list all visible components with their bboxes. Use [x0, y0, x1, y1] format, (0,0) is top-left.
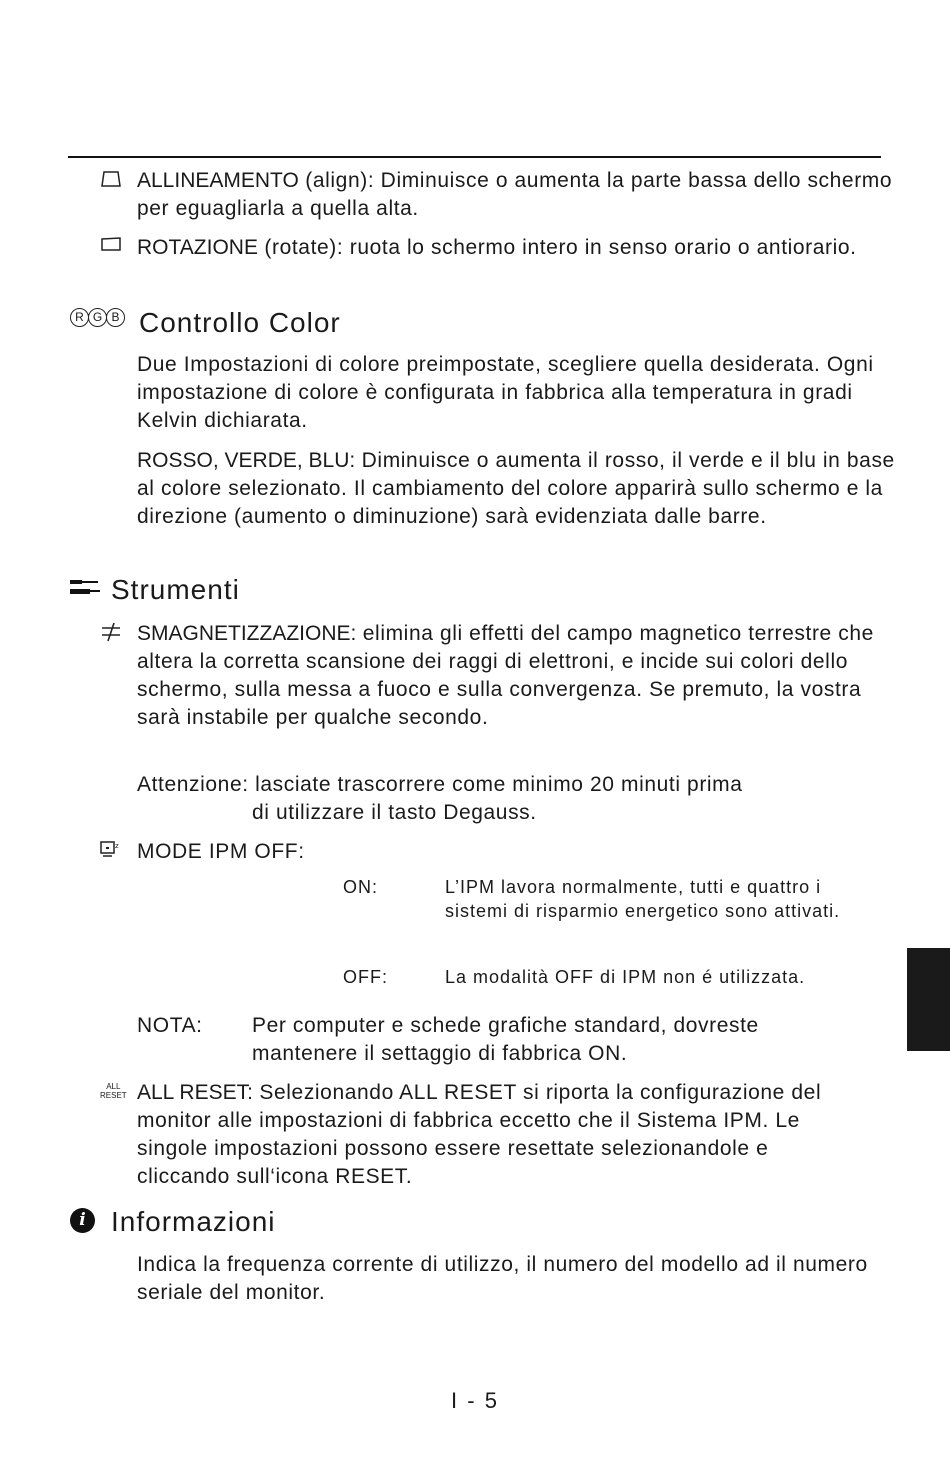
all-reset-icon-line2: RESET	[100, 1091, 127, 1100]
align-label: ALLINEAMENTO	[137, 169, 299, 192]
degauss-label: SMAGNETIZZAZIONE:	[137, 622, 357, 645]
ipm-off-text: La modalità OFF di IPM non é utilizzata.	[445, 967, 806, 987]
attention-text-1: lasciate trascorrere come minimo 20 minuti prima	[248, 773, 743, 796]
monitor-sleep-icon	[100, 839, 122, 861]
nota-text: Per computer e schede grafiche standard, dovreste mantenere il settaggio di fabbrica ON.	[252, 1014, 759, 1065]
degauss-icon	[100, 621, 122, 643]
ipm-label: MODE IPM OFF:	[137, 840, 305, 863]
page-number: I - 5	[451, 1388, 499, 1413]
tools-heading: Strumenti	[111, 574, 240, 605]
all-reset-label: ALL RESET:	[137, 1081, 253, 1104]
all-reset-text: Selezionando ALL RESET si riporta la configurazione del monitor alle impostazioni di fabbrica eccetto che il Sistema IPM. Le singole impostazioni possono essere resettate selezionandole e cliccando sull‘icona RESET.	[137, 1081, 822, 1188]
tools-icon	[70, 578, 100, 598]
all-reset-icon-line1: ALL	[106, 1082, 121, 1091]
section-tab-marker	[907, 948, 950, 1051]
rgb-icon-b: B	[106, 308, 125, 327]
attention-label: Attenzione:	[137, 773, 249, 796]
nota-label: NOTA:	[137, 1014, 203, 1037]
rgb-icon	[70, 308, 124, 327]
all-reset-icon	[100, 1082, 127, 1100]
color-description: Due Impostazioni di colore preimpostate, scegliere quella desiderata. Ogni impostazione di colore è configurata in fabbrica alla temperatura in gradi Kelvin dichiarata.	[137, 353, 874, 432]
color-heading: Controllo Color	[139, 307, 341, 338]
ipm-off-label: OFF:	[343, 967, 388, 987]
attention-line-2: di utilizzare il tasto Degauss.	[252, 801, 537, 824]
ipm-on-label: ON:	[343, 877, 379, 897]
rotate-text: (rotate): ruota lo schermo intero in senso orario o antiorario.	[257, 236, 857, 259]
align-item	[137, 167, 897, 223]
all-reset-paragraph	[137, 1079, 857, 1191]
info-icon: i	[70, 1208, 95, 1233]
info-heading: Informazioni	[111, 1206, 276, 1237]
degauss-text: elimina gli effetti del campo magnetico terrestre che altera la corretta scansione dei raggi di elettroni, e incide sui colori dello schermo, sulla messa a fuoco e sulla convergenza. Se premuto, la vostra sarà instabile per qualche secondo.	[137, 622, 874, 729]
align-icon	[100, 170, 122, 188]
degauss-paragraph	[137, 620, 907, 732]
ipm-on-text: L’IPM lavora normalmente, tutti e quattro i sistemi di risparmio energetico sono attivati.	[445, 877, 841, 921]
top-rule	[68, 156, 881, 158]
rgb-icon-g: G	[88, 308, 107, 327]
info-text: Indica la frequenza corrente di utilizzo, il numero del modello ad il numero seriale del monitor.	[137, 1253, 868, 1304]
rotate-icon	[100, 236, 122, 252]
color-rgb-paragraph	[137, 447, 907, 531]
rotate-label: ROTAZIONE	[137, 236, 258, 259]
color-rgb-label: ROSSO, VERDE, BLU:	[137, 449, 356, 472]
svg-text:z: z	[115, 842, 119, 850]
attention-line-1	[137, 771, 907, 799]
align-text: (align): Diminuisce o aumenta la parte bassa dello schermo per eguagliarla a quella alta.	[137, 169, 893, 220]
rgb-icon-r: R	[70, 308, 89, 327]
color-rgb-text: Diminuisce o aumenta il rosso, il verde e il blu in base al colore selezionato. Il cambiamento del colore apparirà sullo schermo e la direzione (aumento o diminuzione) sarà evidenziata dalle barre.	[137, 449, 895, 528]
rotate-item	[137, 234, 897, 262]
